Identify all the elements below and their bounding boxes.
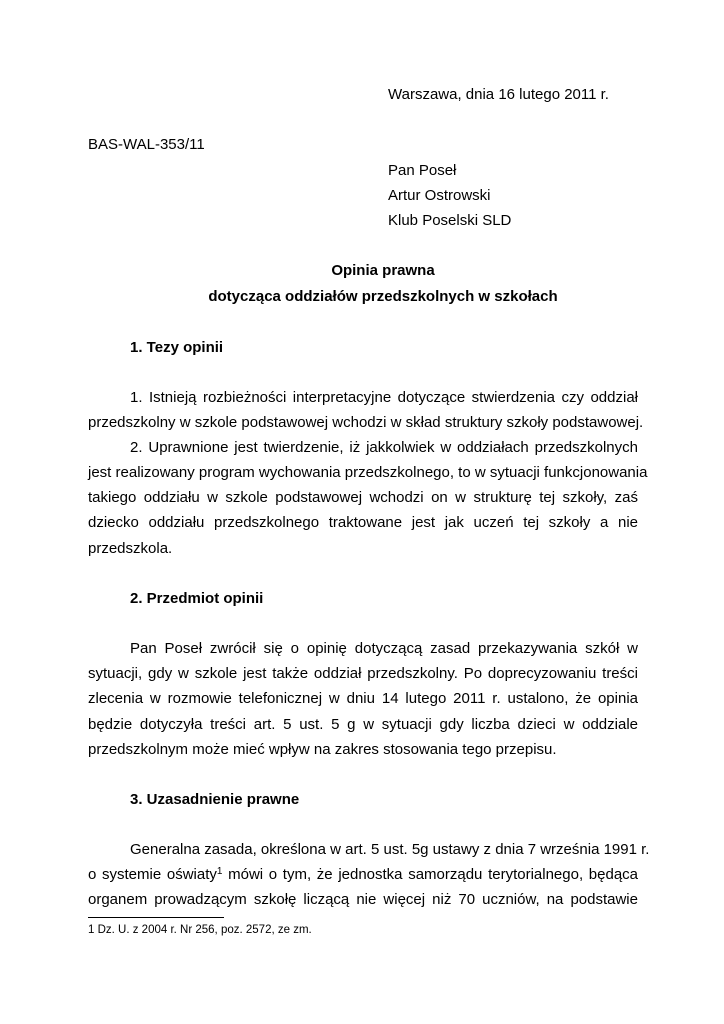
paragraph-text: mówi o tym, że jednostka samorządu terytorialnego, będąca: [222, 866, 639, 883]
paragraph-line: Pan Poseł zwrócił się o opinię dotyczącą zasad przekazywania szkół w: [130, 640, 638, 657]
paragraph-line: [88, 866, 638, 883]
document-title: Opinia prawna: [331, 262, 435, 279]
paragraph-line: takiego oddziału w szkole podstawowej wchodzi on w strukturę tej szkoły, zaś: [88, 489, 638, 506]
document-subtitle: dotycząca oddziałów przedszkolnych w szkołach: [208, 288, 558, 305]
paragraph-line: organem prowadzącym szkołę liczącą nie więcej niż 70 uczniów, na podstawie: [88, 891, 638, 908]
paragraph-line: będzie dotyczyła treści art. 5 ust. 5 g w sytuacji gdy liczba dzieci w oddziale: [88, 716, 638, 733]
footnote: 1 Dz. U. z 2004 r. Nr 256, poz. 2572, ze zm.: [88, 924, 312, 936]
paragraph-line: przedszkolnym może mieć wpływ na zakres stosowania tego przepisu.: [88, 741, 557, 758]
paragraph-line: przedszkolny w szkole podstawowej wchodzi w skład struktury szkoły podstawowej.: [88, 414, 644, 431]
paragraph-line: Generalna zasada, określona w art. 5 ust. 5g ustawy z dnia 7 września 1991 r.: [130, 841, 650, 858]
recipient-line: Artur Ostrowski: [388, 187, 491, 204]
section-heading: 3. Uzasadnienie prawne: [130, 791, 300, 808]
paragraph-line: sytuacji, gdy w szkole jest także oddział przedszkolny. Po doprecyzowaniu treści: [88, 665, 638, 682]
paragraph-line: zlecenia w rozmowie telefonicznej w dniu 14 lutego 2011 r. ustalono, że opinia: [88, 690, 638, 707]
paragraph-line: jest realizowany program wychowania przedszkolnego, to w sytuacji funkcjonowania: [88, 464, 648, 481]
paragraph-text: o systemie oświaty: [88, 866, 217, 883]
footnote-divider: [88, 917, 224, 918]
paragraph-line: 2. Uprawnione jest twierdzenie, iż jakkolwiek w oddziałach przedszkolnych: [130, 439, 638, 456]
paragraph-line: 1. Istnieją rozbieżności interpretacyjne dotyczące stwierdzenia czy oddział: [130, 389, 638, 406]
recipient-line: Pan Poseł: [388, 162, 457, 179]
paragraph-line: przedszkola.: [88, 540, 173, 557]
section-heading: 1. Tezy opinii: [130, 339, 224, 356]
recipient-line: Klub Poselski SLD: [388, 212, 512, 229]
section-heading: 2. Przedmiot opinii: [130, 590, 264, 607]
place-date: Warszawa, dnia 16 lutego 2011 r.: [388, 86, 609, 103]
reference-number: BAS-WAL-353/11: [88, 136, 205, 153]
paragraph-line: dziecko oddziału przedszkolnego traktowane jest jak uczeń tej szkoły a nie: [88, 514, 638, 531]
footnote-reference: 1: [216, 866, 223, 877]
